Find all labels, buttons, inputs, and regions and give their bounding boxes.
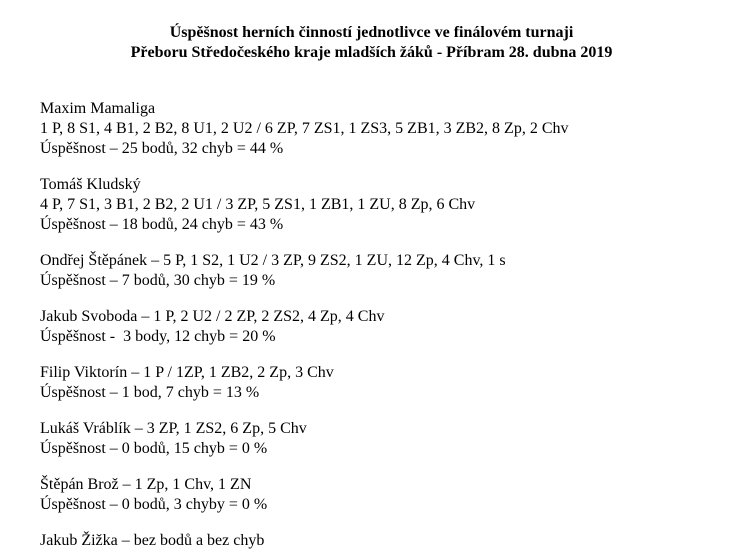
player-name-and-stats: Ondřej Štěpánek – 5 P, 1 S2, 1 U2 / 3 ZP, 9 ZS2, 1 ZU, 12 Zp, 4 Chv, 1 s	[40, 252, 506, 269]
player-name-and-stats: Filip Viktorín – 1 P / 1ZP, 1 ZB2, 2 Zp, 3 Chv	[40, 364, 334, 381]
player-block-svoboda	[40, 307, 703, 347]
player-block-vrablik	[40, 419, 703, 459]
player-name: Tomáš Kludský	[40, 176, 141, 193]
player-name-and-stats: Jakub Žižka – bez bodů a bez chyb	[40, 532, 265, 549]
player-block-viktorin	[40, 363, 703, 403]
player-block-stepanek	[40, 251, 703, 291]
player-blocks	[40, 99, 703, 551]
player-block-mamaliga	[40, 99, 703, 159]
player-name-and-stats: Jakub Svoboda – 1 P, 2 U2 / 2 ZP, 2 ZS2, 4 Zp, 4 Chv	[40, 308, 385, 325]
document-title	[40, 23, 703, 63]
title-line-2: Přeboru Středočeského kraje mladších žáků - Příbram 28. dubna 2019	[130, 44, 613, 61]
player-success-rate: Úspěšnost – 18 bodů, 24 chyb = 43 %	[40, 216, 284, 233]
player-success-rate: Úspěšnost – 25 bodů, 32 chyb = 44 %	[40, 140, 284, 157]
player-block-kludsky	[40, 175, 703, 235]
player-name-and-stats: Lukáš Vráblík – 3 ZP, 1 ZS2, 6 Zp, 5 Chv	[40, 420, 307, 437]
player-success-rate: Úspěšnost - 3 body, 12 chyb = 20 %	[40, 328, 276, 345]
player-stats: 4 P, 7 S1, 3 B1, 2 B2, 2 U1 / 3 ZP, 5 ZS1, 1 ZB1, 1 ZU, 8 Zp, 6 Chv	[40, 196, 476, 213]
player-block-broz	[40, 475, 703, 515]
player-success-rate: Úspěšnost – 7 bodů, 30 chyb = 19 %	[40, 272, 276, 289]
player-stats: 1 P, 8 S1, 4 B1, 2 B2, 8 U1, 2 U2 / 6 ZP, 7 ZS1, 1 ZS3, 5 ZB1, 3 ZB2, 8 Zp, 2 Chv	[40, 120, 569, 137]
player-name-and-stats: Štěpán Brož – 1 Zp, 1 Chv, 1 ZN	[40, 476, 252, 493]
player-success-rate: Úspěšnost – 1 bod, 7 chyb = 13 %	[40, 384, 260, 401]
player-success-rate: Úspěšnost – 0 bodů, 15 chyb = 0 %	[40, 440, 268, 457]
player-block-zizka	[40, 531, 703, 551]
player-success-rate: Úspěšnost – 0 bodů, 3 chyby = 0 %	[40, 496, 268, 513]
title-line-1: Úspěšnost herních činností jednotlivce ve finálovém turnaji	[169, 24, 574, 41]
player-name: Maxim Mamaliga	[40, 100, 156, 117]
